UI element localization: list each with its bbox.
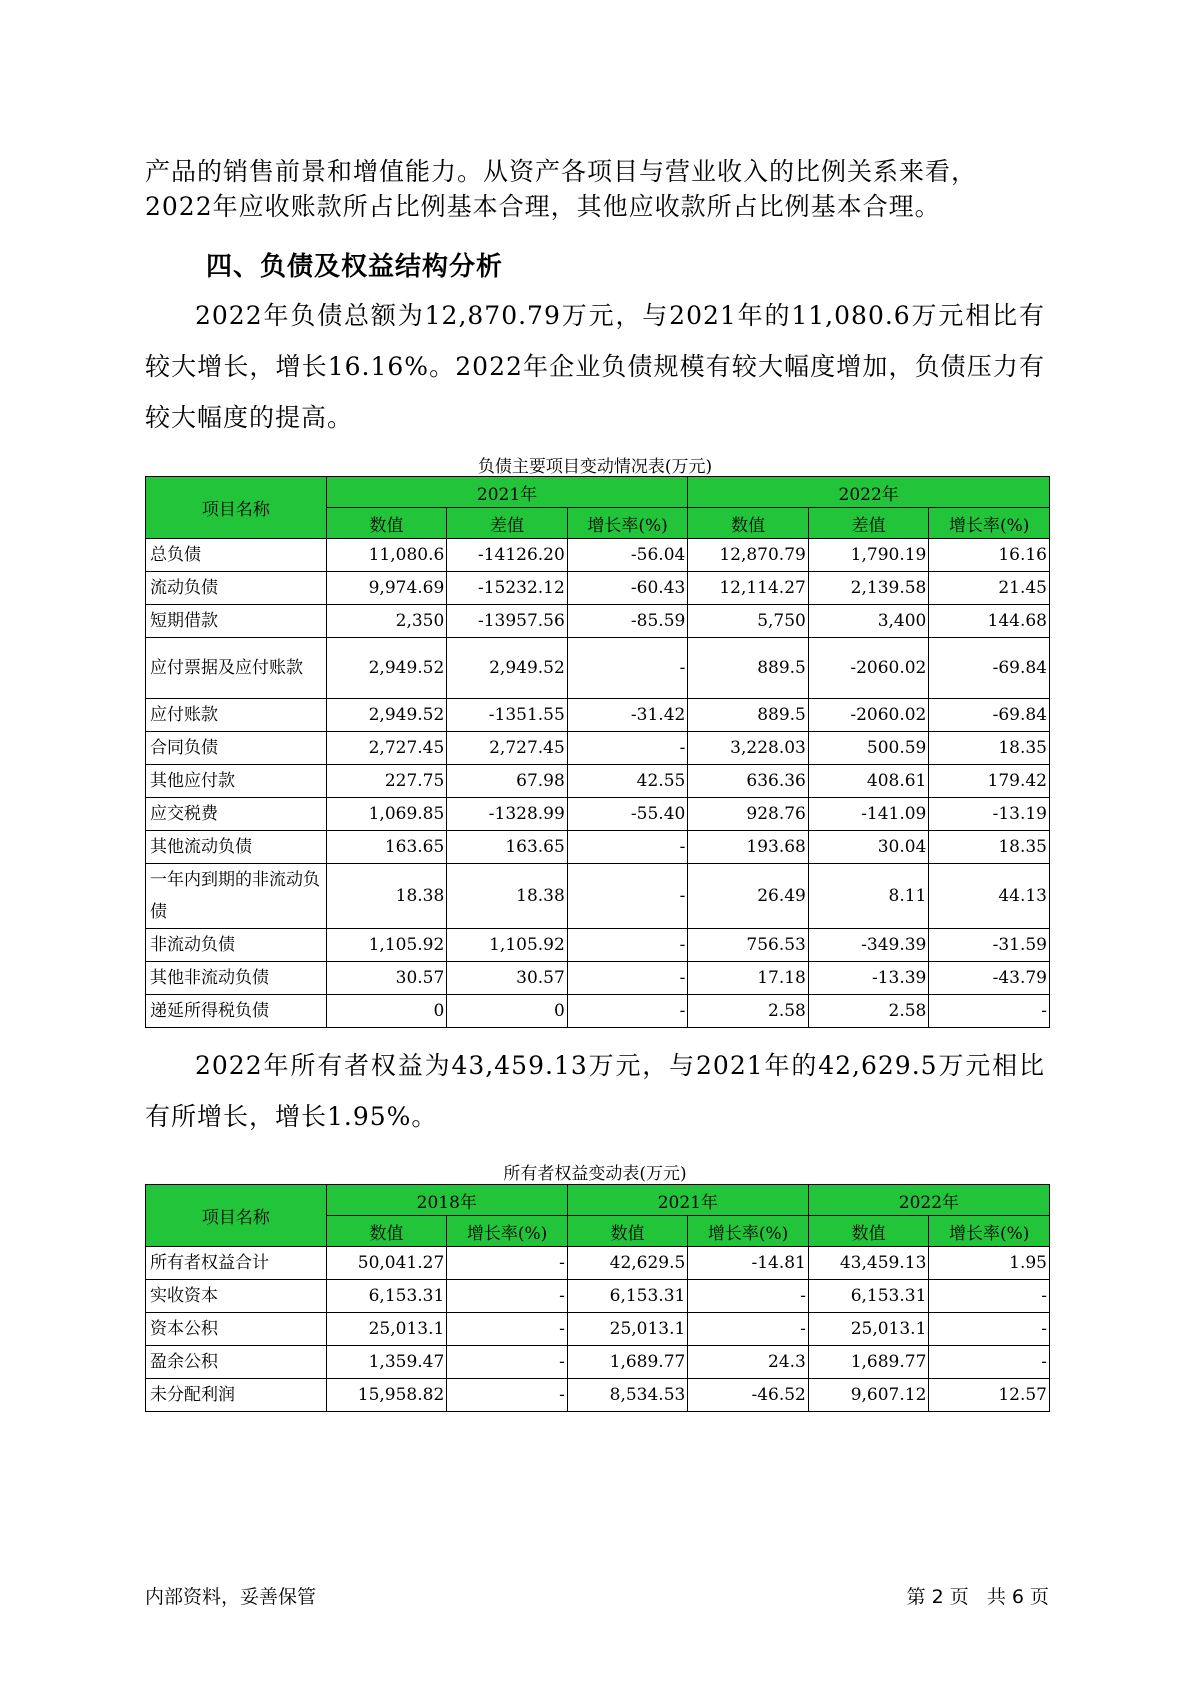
row-value-cell: 144.68: [929, 605, 1050, 638]
header-item-name: 项目名称: [146, 1185, 327, 1247]
row-value-cell: 18.35: [929, 831, 1050, 864]
row-value-cell: 163.65: [447, 831, 568, 864]
row-value-cell: 227.75: [326, 765, 447, 798]
row-item-name: 资本公积: [146, 1313, 327, 1346]
row-value-cell: 0: [326, 995, 447, 1028]
row-value-cell: -: [447, 1313, 568, 1346]
row-item-name: 应付账款: [146, 699, 327, 732]
row-value-cell: 18.35: [929, 732, 1050, 765]
table-row: [146, 864, 1050, 929]
table-row: [146, 539, 1050, 572]
row-value-cell: -1328.99: [447, 798, 568, 831]
row-value-cell: 8.11: [808, 864, 929, 929]
header-sub: 增长率(%): [929, 1216, 1050, 1247]
table-row: [146, 732, 1050, 765]
header-year-2018: 2018年: [326, 1185, 567, 1216]
table-row: [146, 1280, 1050, 1313]
header-sub: 数值: [567, 1216, 688, 1247]
table-row: [146, 1379, 1050, 1412]
row-value-cell: 1.95: [929, 1247, 1050, 1280]
row-item-name: 合同负债: [146, 732, 327, 765]
row-value-cell: 756.53: [688, 929, 809, 962]
header-sub: 增长率(%): [929, 508, 1050, 539]
row-item-name: 应交税费: [146, 798, 327, 831]
row-item-name: 应付票据及应付账款: [146, 638, 327, 699]
row-value-cell: -46.52: [688, 1379, 809, 1412]
row-value-cell: -: [567, 638, 688, 699]
row-item-name: 盈余公积: [146, 1346, 327, 1379]
row-value-cell: 1,790.19: [808, 539, 929, 572]
row-value-cell: -: [567, 831, 688, 864]
row-value-cell: 2.58: [808, 995, 929, 1028]
row-item-name: 实收资本: [146, 1280, 327, 1313]
row-value-cell: 2,727.45: [326, 732, 447, 765]
row-value-cell: 5,750: [688, 605, 809, 638]
row-value-cell: 9,974.69: [326, 572, 447, 605]
row-value-cell: 3,400: [808, 605, 929, 638]
row-value-cell: -13957.56: [447, 605, 568, 638]
row-item-name: 非流动负债: [146, 929, 327, 962]
row-value-cell: -: [447, 1379, 568, 1412]
equity-table-caption: 所有者权益变动表(万元): [503, 1164, 687, 1184]
row-value-cell: 25,013.1: [567, 1313, 688, 1346]
row-item-name: 总负债: [146, 539, 327, 572]
row-value-cell: 12,870.79: [688, 539, 809, 572]
row-value-cell: 24.3: [688, 1346, 809, 1379]
header-year-2021: 2021年: [567, 1185, 808, 1216]
row-value-cell: 2,139.58: [808, 572, 929, 605]
row-value-cell: 30.57: [447, 962, 568, 995]
row-value-cell: 2,727.45: [447, 732, 568, 765]
row-value-cell: -: [567, 732, 688, 765]
row-value-cell: -55.40: [567, 798, 688, 831]
row-value-cell: 2,949.52: [326, 699, 447, 732]
row-item-name: 短期借款: [146, 605, 327, 638]
table-row: [146, 962, 1050, 995]
row-value-cell: -349.39: [808, 929, 929, 962]
row-value-cell: -: [929, 1346, 1050, 1379]
header-year-2022: 2022年: [688, 477, 1050, 508]
row-value-cell: 67.98: [447, 765, 568, 798]
liability-table: [145, 476, 1050, 1028]
row-value-cell: 11,080.6: [326, 539, 447, 572]
row-item-name: 一年内到期的非流动负债: [146, 864, 327, 929]
row-value-cell: 193.68: [688, 831, 809, 864]
row-value-cell: 8,534.53: [567, 1379, 688, 1412]
row-value-cell: 889.5: [688, 638, 809, 699]
liability-paragraph: 2022年负债总额为12,870.79万元，与2021年的11,080.6万元相比有较大增长，增长16.16%。2022年企业负债规模有较大幅度增加，负债压力有较大幅度的提高。: [145, 301, 1045, 432]
intro-line-1: 产品的销售前景和增值能力。从资产各项目与营业收入的比例关系来看，: [145, 157, 978, 186]
row-value-cell: -: [567, 995, 688, 1028]
row-item-name: 其他非流动负债: [146, 962, 327, 995]
row-value-cell: 1,069.85: [326, 798, 447, 831]
row-value-cell: -15232.12: [447, 572, 568, 605]
liability-table-caption: 负债主要项目变动情况表(万元): [477, 457, 713, 477]
header-sub: 数值: [808, 1216, 929, 1247]
row-item-name: 其他应付款: [146, 765, 327, 798]
table-row: [146, 699, 1050, 732]
row-value-cell: -14126.20: [447, 539, 568, 572]
row-value-cell: 12,114.27: [688, 572, 809, 605]
header-year-2021: 2021年: [326, 477, 688, 508]
row-value-cell: 42,629.5: [567, 1247, 688, 1280]
row-value-cell: -85.59: [567, 605, 688, 638]
footer-page-number: 第 2 页 共 6 页: [906, 1586, 1049, 1608]
row-value-cell: -: [447, 1346, 568, 1379]
table-row: [146, 798, 1050, 831]
row-value-cell: -13.19: [929, 798, 1050, 831]
row-value-cell: -: [567, 962, 688, 995]
table-row: [146, 605, 1050, 638]
section-heading: 四、负债及权益结构分析: [206, 252, 504, 282]
row-value-cell: 6,153.31: [567, 1280, 688, 1313]
row-value-cell: -: [688, 1280, 809, 1313]
row-value-cell: 1,105.92: [326, 929, 447, 962]
row-value-cell: -: [567, 864, 688, 929]
row-value-cell: 1,689.77: [567, 1346, 688, 1379]
row-value-cell: 42.55: [567, 765, 688, 798]
row-value-cell: 15,958.82: [326, 1379, 447, 1412]
row-value-cell: -69.84: [929, 699, 1050, 732]
header-sub: 差值: [808, 508, 929, 539]
row-value-cell: -2060.02: [808, 699, 929, 732]
header-year-2022: 2022年: [808, 1185, 1049, 1216]
table-row: [146, 1346, 1050, 1379]
row-value-cell: -56.04: [567, 539, 688, 572]
row-value-cell: 889.5: [688, 699, 809, 732]
row-value-cell: -141.09: [808, 798, 929, 831]
row-value-cell: -43.79: [929, 962, 1050, 995]
row-value-cell: -2060.02: [808, 638, 929, 699]
row-value-cell: 26.49: [688, 864, 809, 929]
header-sub: 数值: [326, 1216, 447, 1247]
table-row: [146, 929, 1050, 962]
row-item-name: 所有者权益合计: [146, 1247, 327, 1280]
row-value-cell: -: [929, 1280, 1050, 1313]
row-item-name: 流动负债: [146, 572, 327, 605]
row-value-cell: 1,105.92: [447, 929, 568, 962]
row-value-cell: 18.38: [447, 864, 568, 929]
row-value-cell: 163.65: [326, 831, 447, 864]
footer-confidential-note: 内部资料，妥善保管: [145, 1586, 317, 1608]
equity-table: [145, 1184, 1050, 1412]
row-value-cell: 30.04: [808, 831, 929, 864]
row-value-cell: -31.59: [929, 929, 1050, 962]
row-value-cell: -: [567, 929, 688, 962]
row-value-cell: 25,013.1: [326, 1313, 447, 1346]
row-value-cell: 2.58: [688, 995, 809, 1028]
row-value-cell: -: [688, 1313, 809, 1346]
row-item-name: 未分配利润: [146, 1379, 327, 1412]
row-value-cell: 30.57: [326, 962, 447, 995]
header-sub: 增长率(%): [688, 1216, 809, 1247]
row-value-cell: 16.16: [929, 539, 1050, 572]
header-sub: 增长率(%): [567, 508, 688, 539]
row-value-cell: 9,607.12: [808, 1379, 929, 1412]
row-value-cell: 44.13: [929, 864, 1050, 929]
row-value-cell: 0: [447, 995, 568, 1028]
header-sub: 增长率(%): [447, 1216, 568, 1247]
row-value-cell: -: [447, 1247, 568, 1280]
row-value-cell: -69.84: [929, 638, 1050, 699]
row-value-cell: 12.57: [929, 1379, 1050, 1412]
header-sub: 差值: [447, 508, 568, 539]
row-value-cell: 50,041.27: [326, 1247, 447, 1280]
row-value-cell: 2,949.52: [447, 638, 568, 699]
row-value-cell: 2,949.52: [326, 638, 447, 699]
row-value-cell: 2,350: [326, 605, 447, 638]
table-row: [146, 765, 1050, 798]
row-value-cell: 17.18: [688, 962, 809, 995]
row-value-cell: 1,359.47: [326, 1346, 447, 1379]
row-value-cell: 636.36: [688, 765, 809, 798]
row-value-cell: 500.59: [808, 732, 929, 765]
row-value-cell: 18.38: [326, 864, 447, 929]
row-value-cell: 6,153.31: [326, 1280, 447, 1313]
table-row: [146, 638, 1050, 699]
row-item-name: 其他流动负债: [146, 831, 327, 864]
row-value-cell: -: [929, 1313, 1050, 1346]
row-value-cell: 408.61: [808, 765, 929, 798]
row-value-cell: 1,689.77: [808, 1346, 929, 1379]
header-sub: 数值: [688, 508, 809, 539]
header-item-name: 项目名称: [146, 477, 327, 539]
row-value-cell: 21.45: [929, 572, 1050, 605]
table-row: [146, 572, 1050, 605]
row-value-cell: -13.39: [808, 962, 929, 995]
row-value-cell: -60.43: [567, 572, 688, 605]
row-item-name: 递延所得税负债: [146, 995, 327, 1028]
row-value-cell: 179.42: [929, 765, 1050, 798]
row-value-cell: -14.81: [688, 1247, 809, 1280]
row-value-cell: 43,459.13: [808, 1247, 929, 1280]
row-value-cell: 928.76: [688, 798, 809, 831]
row-value-cell: 3,228.03: [688, 732, 809, 765]
table-row: [146, 831, 1050, 864]
equity-paragraph: 2022年所有者权益为43,459.13万元，与2021年的42,629.5万元相比有所增长，增长1.95%。: [145, 1051, 1045, 1131]
row-value-cell: -: [929, 995, 1050, 1028]
row-value-cell: -31.42: [567, 699, 688, 732]
table-row: [146, 1247, 1050, 1280]
row-value-cell: -: [447, 1280, 568, 1313]
table-row: [146, 1313, 1050, 1346]
intro-line-2: 2022年应收账款所占比例基本合理，其他应收款所占比例基本合理。: [145, 192, 941, 221]
row-value-cell: -1351.55: [447, 699, 568, 732]
header-sub: 数值: [326, 508, 447, 539]
row-value-cell: 6,153.31: [808, 1280, 929, 1313]
row-value-cell: 25,013.1: [808, 1313, 929, 1346]
table-row: [146, 995, 1050, 1028]
